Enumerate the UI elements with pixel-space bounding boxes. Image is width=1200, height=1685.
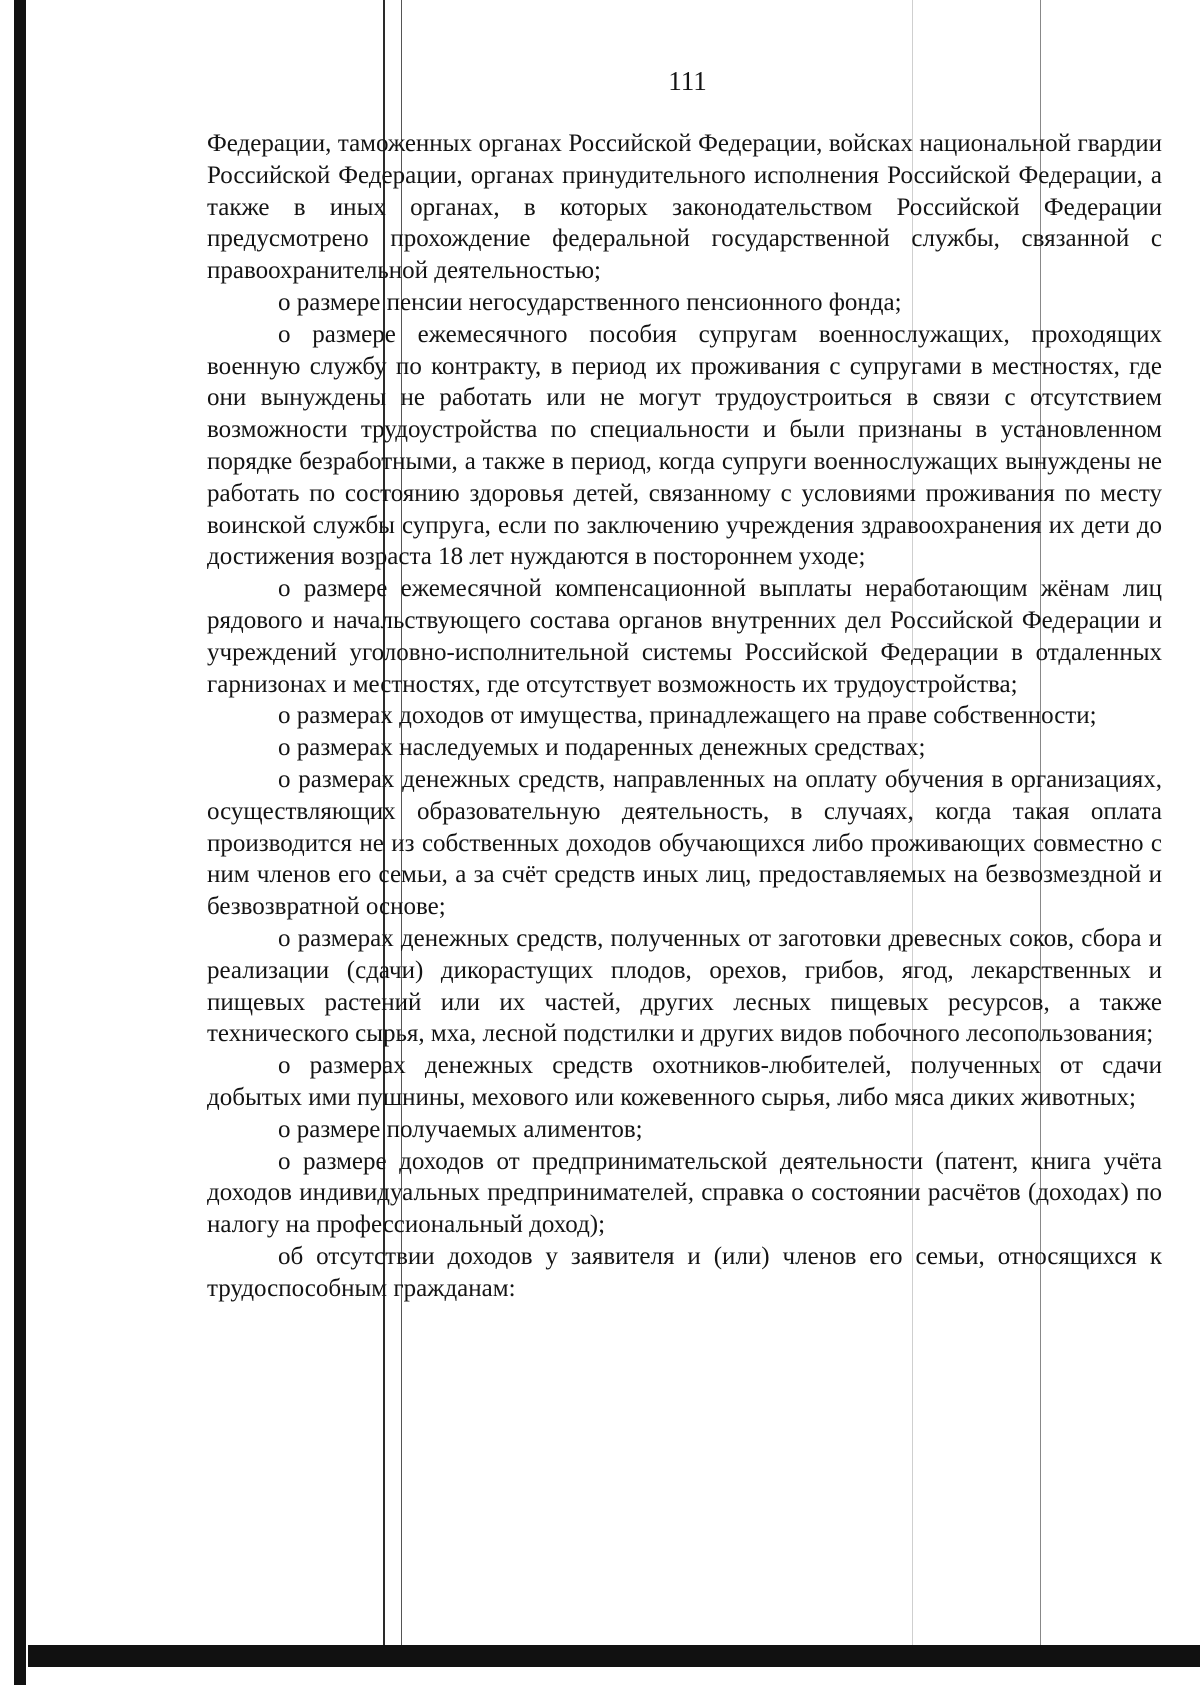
paragraph-alimony: о размере получаемых алиментов; xyxy=(278,1115,643,1143)
paragraph-forest-resources: о размерах денежных средств, полученных от заготовки древесных соков, сбора и реализации (сдачи) дикорастущих плодов, орехов, грибов, ягод, лекарственных и пищевых растений или их частей, других лесных пищевых ресурсов, а также технического сырья, мха, лесной подстилки и других видов побочного лесопользования; xyxy=(207,924,1162,1048)
paragraph-compensation-wives: о размере ежемесячной компенсационной выплаты неработающим жёнам лиц рядового и начальствующего состава органов внутренних дел Российской Федерации и учреждений уголовно-исполнительной системы Российской Федерации в отдаленных гарнизонах и местностях, где отсутствует возможность их трудоустройства; xyxy=(207,575,1162,698)
paragraph-pension-npf: о размере пенсии негосударственного пенсионного фонда; xyxy=(278,288,902,316)
scan-bottom-edge xyxy=(28,1645,1200,1667)
paragraph-property-income: о размерах доходов от имущества, принадлежащего на праве собственности; xyxy=(278,702,1097,730)
paragraph-continuation: Федерации, таможенных органах Российской Федерации, войсках национальной гвардии Российской Федерации, органах принудительного исполнения Российской Федерации, а также в иных органах, в которых законодательством Российской Федерации предусмотрено прохождение федеральной государственной службы, связанной с правоохранительной деятельностью; xyxy=(207,130,1162,285)
paragraph-inherited-funds: о размерах наследуемых и подаренных денежных средствах; xyxy=(278,734,926,762)
paragraph-business-income: о размере доходов от предпринимательской деятельности (патент, книга учёта доходов индивидуальных предпринимателей, справка о состоянии расчётов (доходах) по налогу на профессиональный доход); xyxy=(207,1147,1162,1239)
page-number: 111 xyxy=(668,66,707,96)
paragraph-education-payment: о размерах денежных средств, направленных на оплату обучения в организациях, осуществляющих образовательную деятельность, в случаях, когда такая оплата производится не из собственных доходов обучающихся либо проживающих совместно с ним членов его семьи, а за счёт средств иных лиц, предоставляемых на безвозмездной и безвозвратной основе; xyxy=(207,765,1162,921)
scan-left-edge xyxy=(14,0,26,1685)
paragraph-no-income: об отсутствии доходов у заявителя и (или) членов его семьи, относящихся к трудоспособным гражданам: xyxy=(207,1242,1162,1302)
paragraph-hunters-income: о размерах денежных средств охотников-любителей, полученных от сдачи добытых ими пушнины, мехового или кожевенного сырья, либо мяса диких животных; xyxy=(207,1052,1162,1111)
paragraph-spouse-allowance: о размере ежемесячного пособия супругам военнослужащих, проходящих военную службу по контракту, в период их проживания с супругами в местностях, где они вынуждены не работать или не могут трудоустроиться в связи с отсутствием возможности трудоустройства по специальности и были признаны в установленном порядке безработными, а также в период, когда супруги военнослужащих вынуждены не работать по состоянию здоровья детей, связанному с условиями проживания по месту воинской службы супруга, если по заключению учреждения здравоохранения их дети до достижения возраста 18 лет нуждаются в постороннем уходе; xyxy=(207,320,1162,571)
document-body xyxy=(207,128,1162,1304)
